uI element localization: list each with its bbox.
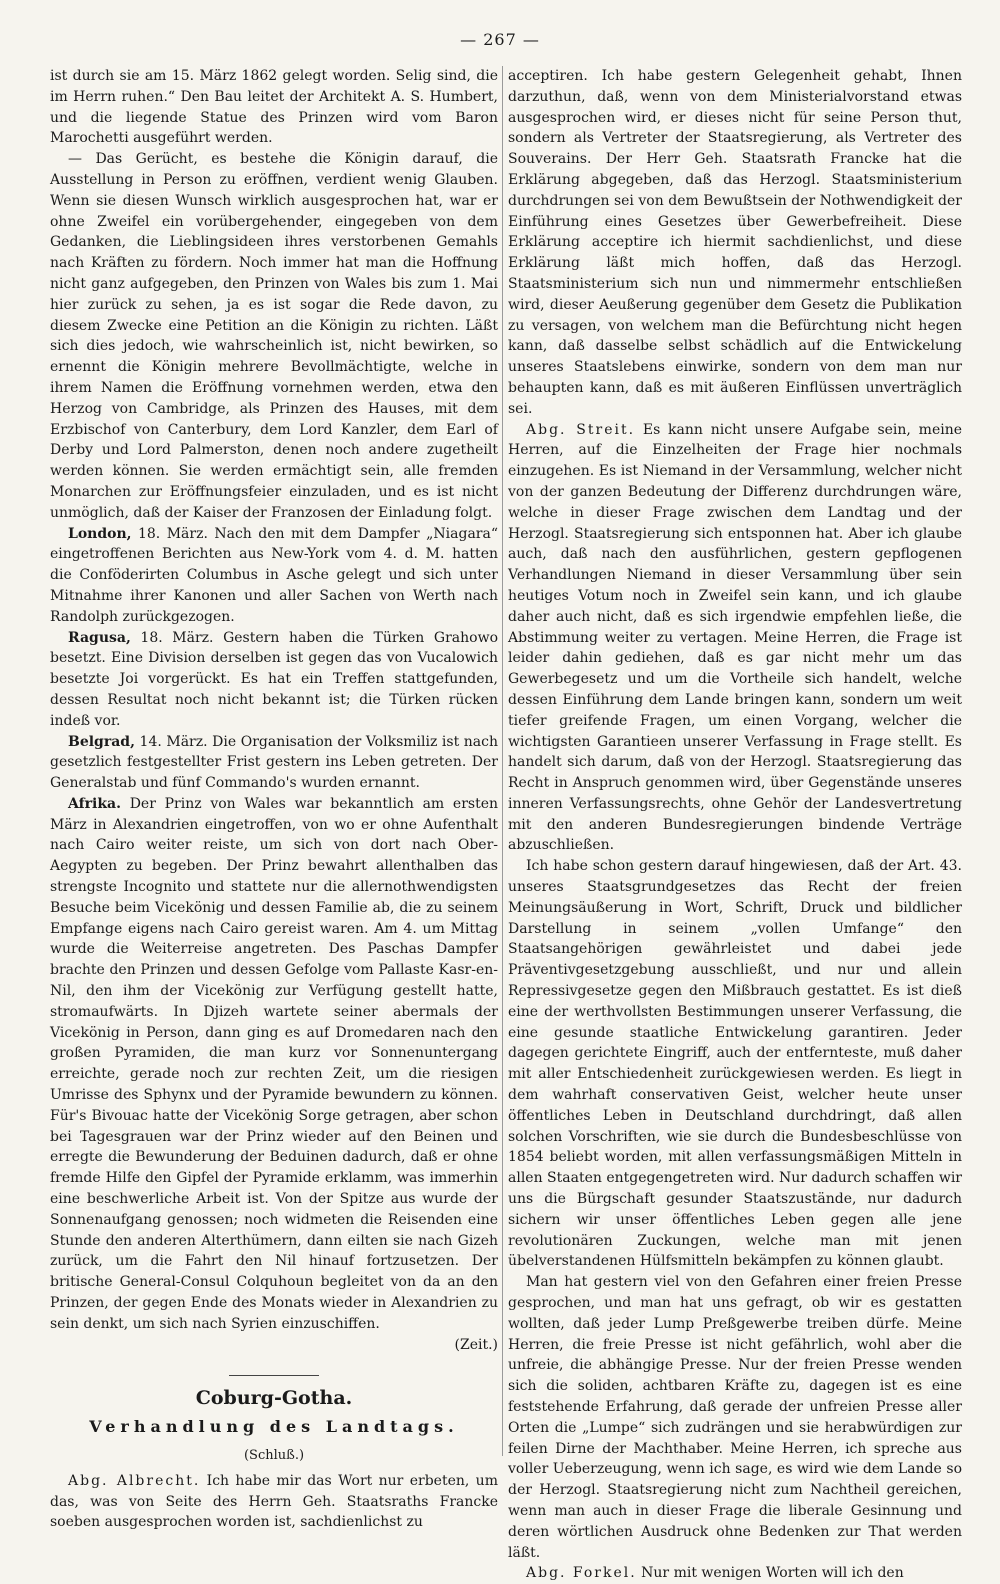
right-column xyxy=(508,66,962,1584)
ragusa-text: 18. März. Gestern haben die Türken Grahowo besetzt. Eine Division derselben ist gegen das von Vucalowich besetzte Joi vorgerückt. Es hat ein Treffen stattgefunden, dessen Resultat noch nicht bekannt ist; die Türken rücken indeß vor. xyxy=(50,629,498,729)
streit-text: Es kann nicht unsere Aufgabe sein, meine Herren, auf die Einzelheiten der Frage hier nochmals einzugehen. Es ist Niemand in der Versammlung, welcher nicht von der ganzen Bedeutung der Differenz durchdrungen wäre, welche in dieser Frage zwischen dem Landtag und der Herzogl. Staatsregierung sich entsponnen hat. Aber ich glaube auch, daß nach den ausführlichen, gestern gepflogenen Verhandlungen Niemand in dieser Versammlung über sein heutiges Votum noch in Zweifel sein kann, und ich glaube daher auch nicht, daß es sich irgendwie empfehlen ließe, die Abstimmung weiter zu vertagen. Meine Herren, die Frage ist leider dahin gediehen, daß es gar nicht mehr um das Gewerbegesetz und um die Vortheile sich handelt, welche dessen Einführung dem Lande bringen kann, sondern um weit tiefer greifende Fragen, um einen Vorgang, welcher die wichtigsten Garantieen unserer Verfassung in Frage stellt. Es handelt sich darum, daß von der Herzogl. Staatsregierung das Recht in Anspruch genommen wird, über Gegenstände unseres inneren Verfassungsrechts, ohne Gehör der Landesvertretung mit den anderen Bundesregierungen bindende Verträge abzuschließen. xyxy=(508,421,963,854)
speaker-albrecht: Abg. Albrecht. xyxy=(68,1472,201,1489)
belgrad-text: 14. März. Die Organisation der Volksmiliz ist nach gesetzlich festgestellter Frist gestern ins Leben getreten. Der Generalstab und fünf Commando's wurden ernannt. xyxy=(50,733,498,792)
dateline-afrika: Afrika. xyxy=(68,795,121,812)
albrecht-speech xyxy=(50,1471,498,1533)
forkel-text: Nur mit wenigen Worten will ich den xyxy=(636,1565,904,1582)
london-report xyxy=(50,524,498,628)
london-text: 18. März. Nach den mit dem Dampfer „Niagara“ eingetroffenen Berichten aus New-York vom 4. d. M. hatten die Conföderirten Columbus in Asche gelegt und sich unter Mitnahme ihrer Kanonen und aller Sachen von Werth nach Randolph zurückgezogen. xyxy=(50,525,498,625)
page-number: — 267 — xyxy=(460,30,540,49)
albrecht-text: Ich habe mir das Wort nur erbeten, um das, was von Seite des Herrn Geh. Staatsraths Francke soeben ausgesprochen worden ist, sachdienlichst zu xyxy=(50,1472,498,1531)
section-subtitle: Verhandlung des Landtags. xyxy=(89,1417,459,1437)
column-divider xyxy=(502,66,503,1456)
streit-speech xyxy=(508,420,962,857)
speaker-streit: Abg. Streit. xyxy=(526,421,636,438)
afrika-source: (Zeit.) xyxy=(454,1336,498,1353)
speaker-forkel: Abg. Forkel. xyxy=(526,1565,637,1582)
dateline-ragusa: Ragusa, xyxy=(68,629,131,646)
right-paragraph-3: Ich habe schon gestern darauf hingewiesen, daß der Art. 43. unseres Staatsgrundgesetzes das Recht der freien Meinungsäußerung in Wort, Schrift, Druck und bildlicher Darstellung in seinem „vollen Umfange“ den Staatsangehörigen gewährleistet und dabei jede Präventivgesetzgebung ausschließt, und nur und allein Repressivgesetze gegen den Mißbrauch gestattet. Es ist dieß eine der werthvollsten Bestimmungen unserer Verfassung, die eine gesunde staatliche Entwickelung garantiren. Jeder dagegen gerichtete Eingriff, auch der entfernteste, muß daher mit aller Entschiedenheit zurückgewiesen werden. Es liegt in dem wahrhaft conservativen Geist, welcher heute unser öffentliches Leben in Deutschland durchdringt, daß allen solchen Vorschriften, wie sie durch die Bundesbeschlüsse von 1854 beliebt worden, mit allen verfassungsmäßigen Mitteln in allen Staaten entgegengetreten wird. Nur dadurch schaffen wir uns die Bürgschaft gesunder Staatszustände, nur dadurch sichern wir unser öffentliches Leben gegen alle jene revolutionären Zuckungen, welche man mit jenen übelverstandenen Hülfsmitteln bekämpfen zu können glaubt. xyxy=(508,858,962,1270)
dateline-belgrad: Belgrad, xyxy=(68,733,135,750)
belgrad-report xyxy=(50,732,498,794)
afrika-report xyxy=(50,794,498,1335)
dateline-london: London, xyxy=(68,525,132,542)
forkel-speech xyxy=(508,1563,962,1584)
section-title: Coburg-Gotha. xyxy=(195,1387,353,1410)
left-paragraph-1: ist durch sie am 15. März 1862 gelegt worden. Selig sind, die im Herrn ruhen.“ Den Bau leitet der Architekt A. S. Humbert, und die liegende Statue des Prinzen wird vom Baron Marochetti ausgeführt werden. xyxy=(50,68,498,147)
left-column xyxy=(50,66,498,1533)
section-divider xyxy=(229,1375,319,1376)
right-paragraph-1: acceptiren. Ich habe gestern Gelegenheit gehabt, Ihnen darzuthun, daß, wenn von dem Ministerialvorstand etwas ausgesprochen wird, er dieses nicht für seine Person thut, sondern als Vertreter der Staatsregierung, als Vertreter des Souverains. Der Herr Geh. Staatsrath Francke hat die Erklärung abgegeben, daß das Herzogl. Staatsministerium durchdrungen sei von dem Bewußtsein der Nothwendigkeit der Einführung eines Gesetzes über Gewerbefreiheit. Diese Erklärung acceptire ich hiermit sachdienlichst, und diese Erklärung läßt mich hoffen, daß das Herzogl. Staatsministerium sich nun und nimmermehr entschließen wird, dieser Aeußerung gegenüber dem Gesetz die Publikation zu versagen, von welchem man die Befürchtung nicht hegen kann, daß dasselbe selbst schädlich auf die Entwickelung unseres Staatslebens einwirke, sondern von dem man nur behaupten kann, daß es mit äußeren Einflüssen unverträglich sei. xyxy=(508,68,962,417)
section-note: (Schluß.) xyxy=(243,1448,305,1463)
left-paragraph-2: — Das Gerücht, es bestehe die Königin darauf, die Ausstellung in Person zu eröffnen, verdient wenig Glauben. Wenn sie diesen Wunsch wirklich ausgesprochen hat, war er ohne Zweifel ein vorübergehender, eingegeben von dem Gedanken, die Lieblingsideen ihres verstorbenen Gemahls nach Kräften zu fördern. Noch immer hat man die Hoffnung nicht ganz aufgegeben, den Prinzen von Wales bis zum 1. Mai hier zurück zu sehen, ja es ist sogar die Rede davon, zu diesem Zwecke eine Petition an die Königin zu richten. Läßt sich dies jedoch, wie wahrscheinlich ist, nicht bewirken, so ernennt die Königin mehrere Bevollmächtigte, welche in ihrem Namen die Eröffnung vornehmen werden, etwa den Herzog von Cambridge, als Prinzen des Hauses, mit dem Erzbischof von Canterbury, dem Lord Kanzler, dem Earl of Derby und Lord Palmerston, denen noch andere zugetheilt werden können. Sie werden ermächtigt sein, alle fremden Monarchen zur Eröffnungsfeier einzuladen, und es ist nicht unmöglich, daß der Kaiser der Franzosen der Einladung folgt. xyxy=(50,151,498,521)
ragusa-report xyxy=(50,628,498,732)
right-paragraph-4: Man hat gestern viel von den Gefahren einer freien Presse gesprochen, und man hat uns gefragt, ob wir es gestatten wollten, daß jeder Lump Preßgewerbe treiben dürfe. Meine Herren, die freie Presse ist nicht gefährlich, wohl aber die unfreie, die abhängige Presse. Nur der freien Presse wenden sich die soliden, achtbaren Kräfte zu, dagegen ist es eine feststehende Erfahrung, daß gerade der unfreien Presse aller Orten die „Lumpe“ sich zudrängen und sie herabwürdigen zur feilen Dirne der Machthaber. Meine Herren, ich spreche aus voller Ueberzeugung, wenn ich sage, es wird wie dem Lande so der Herzogl. Staatsregierung nicht zum Nachtheil gereichen, wenn man auch in dieser Frage die liberale Gesinnung und deren wörtlichen Ausdruck ohne Bedenken zur That werden läßt. xyxy=(508,1274,962,1561)
afrika-text: Der Prinz von Wales war bekanntlich am ersten März in Alexandrien eingetroffen, von wo er ohne Aufenthalt nach Cairo weiter reiste, um sich von dort nach Ober-Aegypten zu begeben. Der Prinz bewahrt allenthalben das strengste Incognito und stattete nur die allernothwendigsten Besuche beim Vicekönig und dessen Familie ab, die zu seinem Empfange eigens nach Cairo gereist waren. Am 4. um Mittag wurde die Weiterreise angetreten. Des Paschas Dampfer brachte den Prinzen und dessen Gefolge vom Pallaste Kasr-en-Nil, den ihm der Vicekönig zur Verfügung gestellt hatte, stromaufwärts. In Djizeh wartete seiner abermals der Vicekönig in Person, dann ging es auf Dromedaren nach den großen Pyramiden, die man kurz vor Sonnenuntergang erreichte, gerade noch zur rechten Zeit, um die riesigen Umrisse des Sphynx und der Pyramide bewundern zu können. Für's Bivouac hatte der Vicekönig Sorge getragen, aber schon bei Tagesgrauen war der Prinz wieder auf den Beinen und erregte die Bewunderung der Beduinen dadurch, daß er ohne fremde Hilfe den Gipfel der Pyramide erklamm, was immerhin eine beschwerliche Arbeit ist. Von der Spitze aus wurde der Sonnenaufgang genossen; noch widmeten die Reisenden eine Stunde den anderen Alterthümern, dann eilten sie nach Gizeh zurück, um die Fahrt den Nil hinauf fortzusetzen. Der britische General-Consul Colquhoun begleitet von da an den Prinzen, der gegen Ende des Monats wieder in Alexandrien zu sein denkt, um sich nach Syrien einzuschiffen. xyxy=(50,795,498,1332)
